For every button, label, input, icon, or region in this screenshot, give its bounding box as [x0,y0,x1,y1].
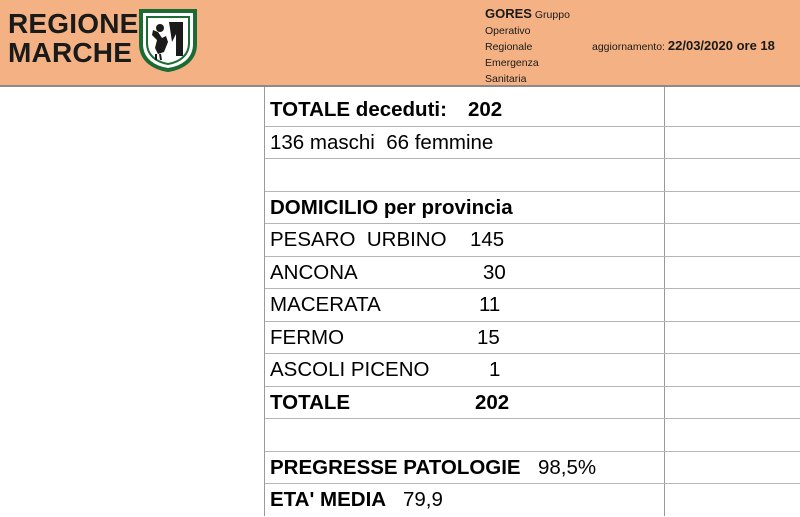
eta-media-label: ETA' MEDIA [270,488,387,511]
province-value: 15 [477,325,500,349]
province-name: ANCONA [270,260,358,284]
totale-deceduti-label: TOTALE deceduti: [270,98,447,121]
province-value: 145 [470,228,505,251]
gores-line: Operativo [485,25,531,37]
logo-line-1: REGIONE [8,8,139,39]
province-value: 11 [479,293,501,316]
gores-line: Regionale [485,41,533,53]
gores-title: GORES [485,6,532,21]
table-row-province [265,224,800,257]
gores-block [485,6,570,87]
table-row-gender [265,127,800,160]
update-info [592,38,775,53]
province-name: FERMO [270,325,345,349]
table-row-province [265,322,800,355]
table-row-province [265,354,800,387]
totale-value: 202 [475,390,510,414]
page-header [0,0,800,87]
gores-line: Sanitaria [485,73,527,85]
pregresse-value: 98,5% [538,455,597,479]
gores-line: Gruppo [534,9,570,21]
gender-text: 136 maschi 66 femmine [270,130,494,154]
gores-line: Emergenza [485,57,539,69]
update-label: aggiornamento: [592,41,665,53]
regione-marche-logo [8,9,139,67]
table-row-eta-media [265,484,800,517]
province-value: 1 [489,358,501,381]
table-row-pregresse [265,452,800,485]
province-name: ASCOLI PICENO [270,358,430,381]
table-row-empty [265,419,800,452]
domicilio-heading: DOMICILIO per provincia [270,195,513,219]
pregresse-label: PREGRESSE PATOLOGIE [270,455,521,479]
province-name: PESARO URBINO [270,228,447,251]
table-row-totale [265,387,800,420]
province-value: 30 [483,260,506,284]
table-row-empty [265,159,800,192]
province-name: MACERATA [270,293,381,316]
regione-marche-emblem-icon [138,8,198,72]
table-row-province [265,257,800,290]
logo-line-2: MARCHE [8,37,133,68]
table-row-domicilio-heading [265,192,800,225]
totale-label: TOTALE [270,390,351,414]
table-row-totale-deceduti [265,94,800,127]
eta-media-value: 79,9 [403,488,443,511]
update-value: 22/03/2020 ore 18 [667,38,775,53]
totale-deceduti-value: 202 [468,98,503,121]
table-row-province [265,289,800,322]
